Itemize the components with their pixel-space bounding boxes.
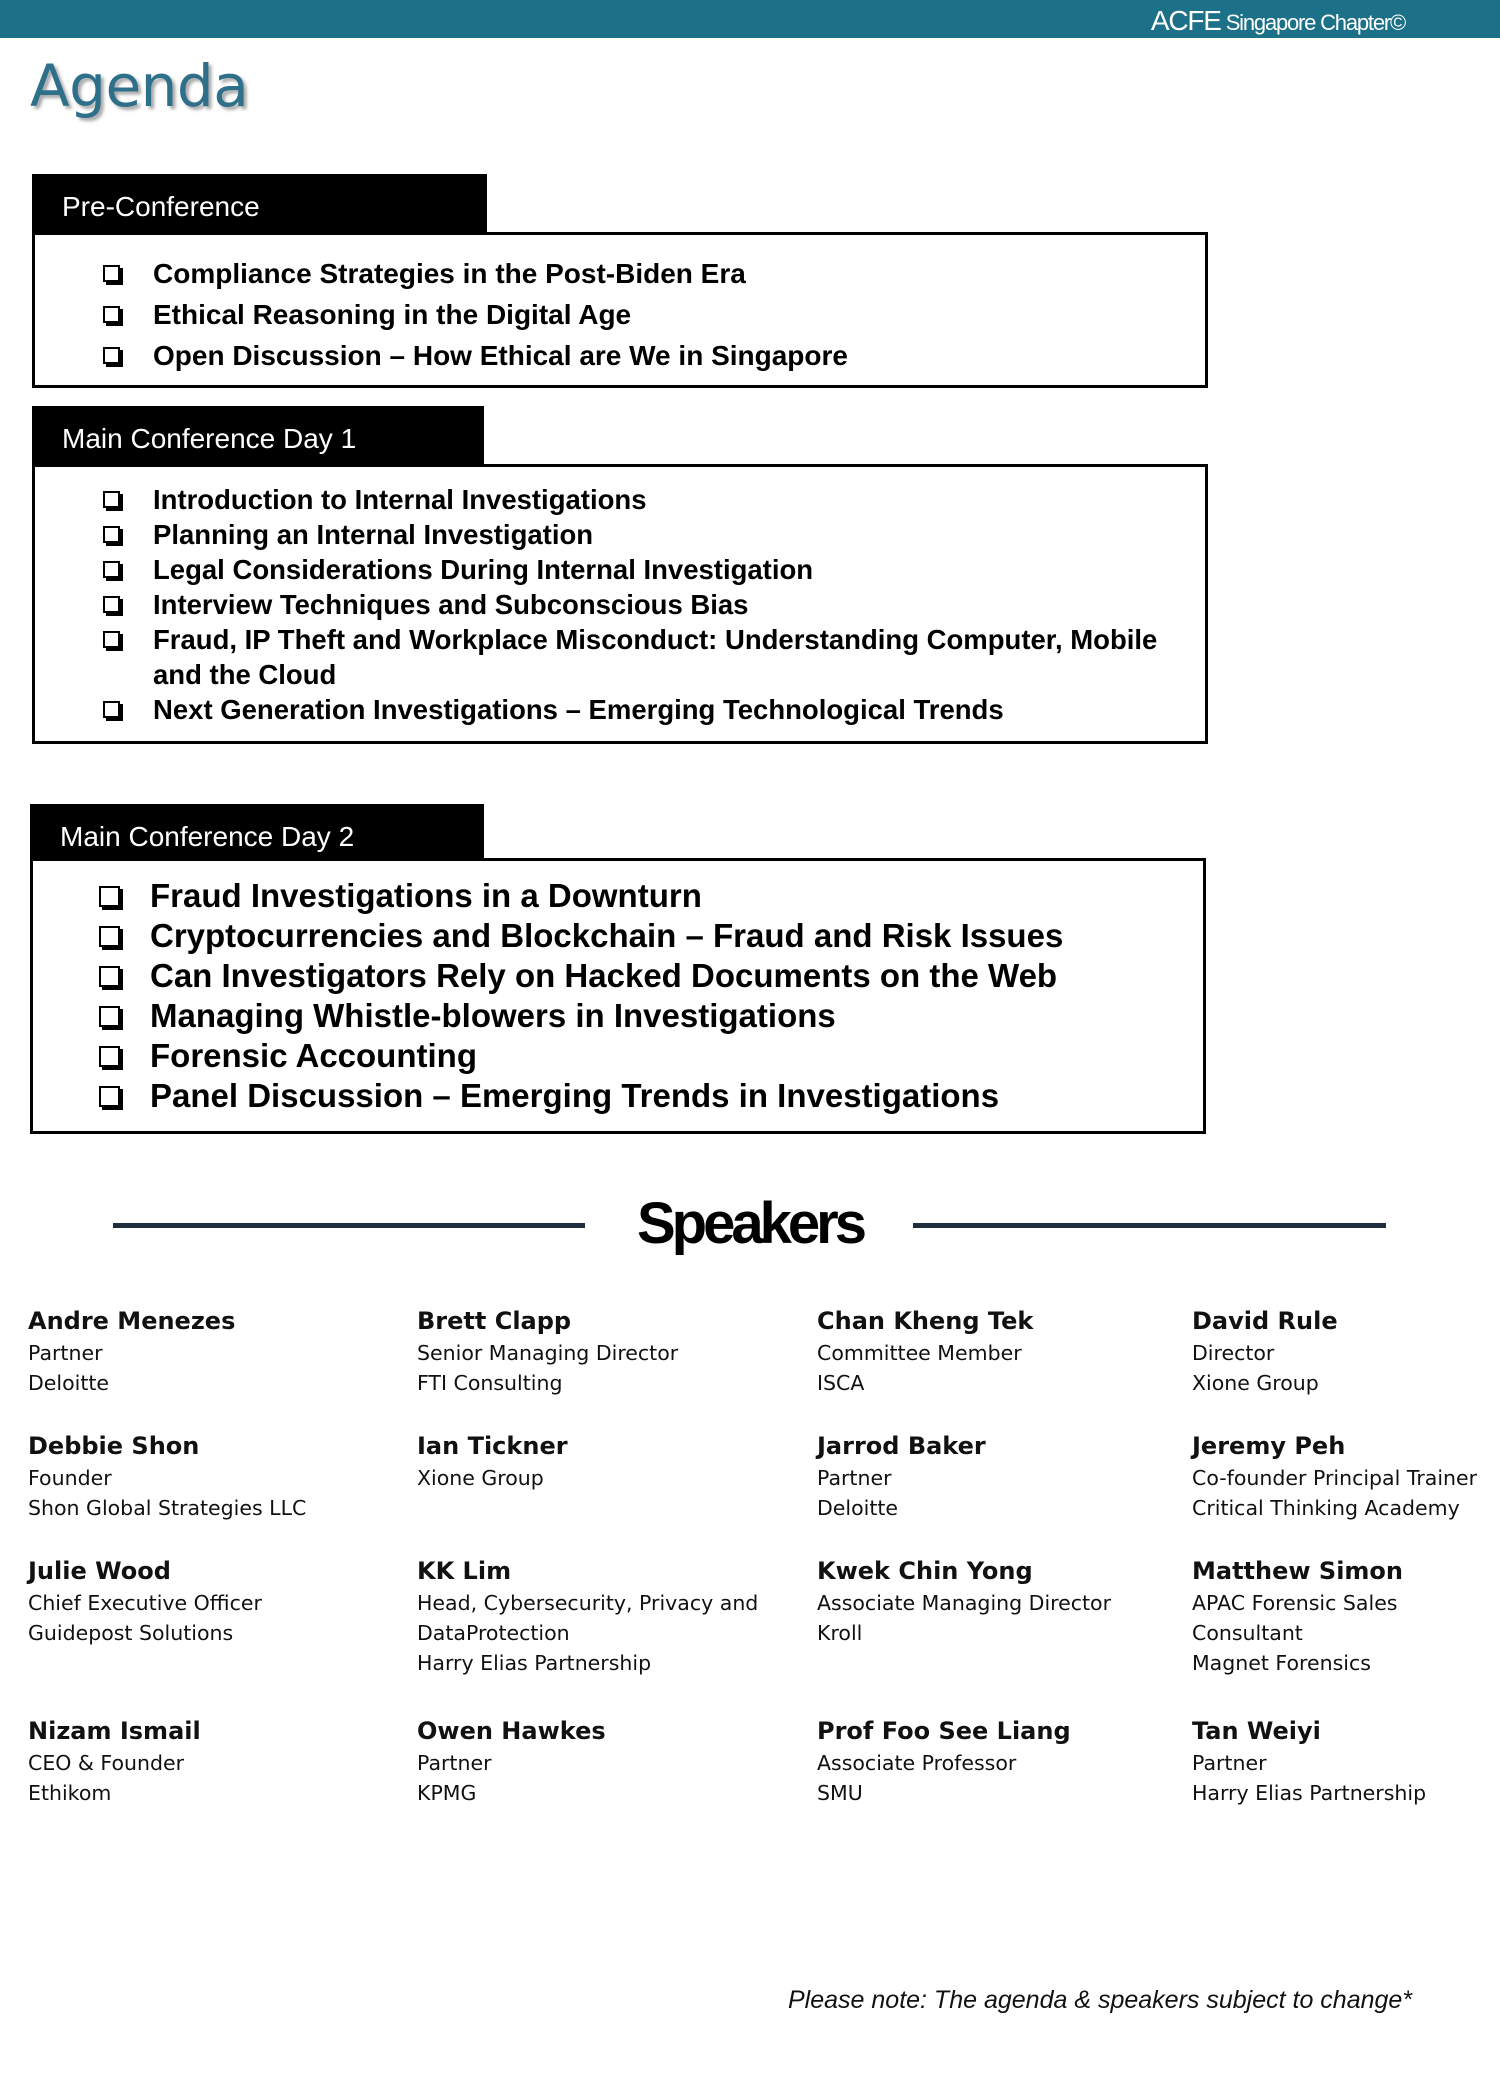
agenda-item bbox=[65, 876, 1203, 916]
agenda-item bbox=[67, 294, 1205, 335]
section-box-day-1 bbox=[32, 464, 1208, 744]
speaker-detail: DataProtection bbox=[417, 1621, 570, 1645]
agenda-item-text: Ethical Reasoning in the Digital Age bbox=[153, 299, 632, 330]
speaker-detail: Harry Elias Partnership bbox=[1192, 1781, 1427, 1805]
speaker-name: Jarrod Baker bbox=[817, 1432, 986, 1460]
agenda-item-text: Planning an Internal Investigation bbox=[153, 519, 594, 550]
checkbox-icon bbox=[99, 886, 120, 907]
speaker-detail: Committee Member bbox=[817, 1341, 1022, 1365]
speaker-detail: Guidepost Solutions bbox=[28, 1621, 234, 1645]
speaker-name: Chan Kheng Tek bbox=[817, 1307, 1034, 1335]
agenda-item-text: Managing Whistle-blowers in Investigations bbox=[150, 997, 836, 1034]
speaker-detail: Shon Global Strategies LLC bbox=[28, 1496, 307, 1520]
agenda-item bbox=[65, 956, 1203, 996]
speaker-detail: Partner bbox=[417, 1751, 492, 1775]
speaker-detail: Associate Professor bbox=[817, 1751, 1017, 1775]
agenda-item-text: Panel Discussion – Emerging Trends in Investigations bbox=[150, 1077, 1000, 1114]
speaker-card bbox=[28, 1555, 262, 1648]
speaker-name: Tan Weiyi bbox=[1192, 1717, 1321, 1745]
agenda-item-text: Fraud, IP Theft and Workplace Misconduct: Understanding Computer, Mobile and the Cloud bbox=[153, 624, 1158, 690]
speaker-detail: Magnet Forensics bbox=[1192, 1651, 1371, 1675]
checkbox-icon bbox=[103, 491, 120, 508]
agenda-item bbox=[67, 253, 1205, 294]
speaker-card bbox=[817, 1430, 986, 1523]
checkbox-icon bbox=[103, 631, 120, 648]
speaker-card bbox=[417, 1305, 678, 1398]
checkbox-icon bbox=[103, 561, 120, 578]
section-label-day-1: Main Conference Day 1 bbox=[32, 406, 484, 464]
agenda-item bbox=[67, 335, 1205, 376]
speaker-card bbox=[417, 1430, 568, 1493]
section-box-day-2 bbox=[30, 858, 1206, 1134]
disclaimer-note: Please note: The agenda & speakers subject to change* bbox=[788, 1986, 1413, 2014]
speaker-detail: Xione Group bbox=[1192, 1371, 1319, 1395]
speaker-card bbox=[417, 1715, 606, 1808]
speaker-name: Matthew Simon bbox=[1192, 1557, 1404, 1585]
speaker-detail: Ethikom bbox=[28, 1781, 112, 1805]
speaker-detail: Deloitte bbox=[28, 1371, 110, 1395]
speaker-name: Brett Clapp bbox=[417, 1307, 572, 1335]
agenda-item bbox=[65, 996, 1203, 1036]
agenda-list-pre-conference bbox=[67, 253, 1205, 376]
speaker-detail: Partner bbox=[1192, 1751, 1267, 1775]
speaker-card bbox=[1192, 1430, 1477, 1523]
header-bar bbox=[0, 0, 1500, 38]
checkbox-icon bbox=[99, 1006, 120, 1027]
checkbox-icon bbox=[103, 596, 120, 613]
speaker-detail: Chief Executive Officer bbox=[28, 1591, 262, 1615]
agenda-item-text: Open Discussion – How Ethical are We in Singapore bbox=[153, 340, 848, 371]
page-title: Agenda bbox=[30, 52, 249, 120]
speaker-card bbox=[28, 1305, 235, 1398]
section-box-pre-conference bbox=[32, 232, 1208, 388]
speaker-detail: Partner bbox=[817, 1466, 892, 1490]
agenda-item bbox=[65, 1036, 1203, 1076]
agenda-item-text: Fraud Investigations in a Downturn bbox=[150, 877, 702, 914]
speaker-name: KK Lim bbox=[417, 1557, 512, 1585]
agenda-item bbox=[65, 1076, 1203, 1116]
brand-chapter: Singapore Chapter© bbox=[1220, 10, 1405, 35]
agenda-item bbox=[67, 517, 1205, 552]
speaker-name: Andre Menezes bbox=[28, 1307, 236, 1335]
speaker-detail: Co-founder Principal Trainer bbox=[1192, 1466, 1478, 1490]
agenda-item-text: Compliance Strategies in the Post-Biden Era bbox=[153, 258, 746, 289]
agenda-item bbox=[67, 552, 1205, 587]
agenda-item bbox=[67, 692, 1205, 727]
brand-acfe: ACFE bbox=[1150, 5, 1221, 36]
checkbox-icon bbox=[103, 265, 120, 282]
section-label-pre-conference: Pre-Conference bbox=[32, 174, 487, 232]
speaker-card bbox=[417, 1555, 758, 1678]
speaker-detail: Head, Cybersecurity, Privacy and bbox=[417, 1591, 759, 1615]
speaker-detail: APAC Forensic Sales bbox=[1192, 1591, 1398, 1615]
speaker-detail: Senior Managing Director bbox=[417, 1341, 679, 1365]
checkbox-icon bbox=[99, 966, 120, 987]
checkbox-icon bbox=[103, 306, 120, 323]
agenda-item-text: Can Investigators Rely on Hacked Documents on the Web bbox=[150, 957, 1058, 994]
checkbox-icon bbox=[103, 347, 120, 364]
speaker-detail: KPMG bbox=[417, 1781, 477, 1805]
agenda-item-text: Legal Considerations During Internal Investigation bbox=[153, 554, 814, 585]
checkbox-icon bbox=[99, 1046, 120, 1067]
speaker-card bbox=[817, 1305, 1033, 1398]
agenda-item-text: Interview Techniques and Subconscious Bias bbox=[153, 589, 749, 620]
speaker-card bbox=[1192, 1305, 1338, 1398]
speakers-rule-right bbox=[913, 1223, 1386, 1228]
speaker-detail: SMU bbox=[817, 1781, 863, 1805]
agenda-item-text: Forensic Accounting bbox=[150, 1037, 477, 1074]
checkbox-icon bbox=[99, 1086, 120, 1107]
agenda-list-day-2 bbox=[65, 876, 1203, 1116]
checkbox-icon bbox=[99, 926, 120, 947]
agenda-item bbox=[67, 622, 1205, 692]
speaker-detail: FTI Consulting bbox=[417, 1371, 563, 1395]
speaker-name: Julie Wood bbox=[28, 1557, 171, 1585]
speaker-detail: Xione Group bbox=[417, 1466, 544, 1490]
speaker-detail: Director bbox=[1192, 1341, 1275, 1365]
speaker-name: Nizam Ismail bbox=[28, 1717, 201, 1745]
speaker-name: Ian Tickner bbox=[417, 1432, 568, 1460]
speaker-card bbox=[28, 1430, 306, 1523]
speaker-name: Owen Hawkes bbox=[417, 1717, 606, 1745]
speaker-name: Debbie Shon bbox=[28, 1432, 200, 1460]
speaker-detail: Founder bbox=[28, 1466, 112, 1490]
chapter-brand bbox=[1151, 5, 1405, 37]
speaker-detail: Critical Thinking Academy bbox=[1192, 1496, 1460, 1520]
section-label-day-2: Main Conference Day 2 bbox=[30, 804, 484, 862]
speaker-detail: Partner bbox=[28, 1341, 103, 1365]
checkbox-icon bbox=[103, 701, 120, 718]
speaker-detail: Kroll bbox=[817, 1621, 863, 1645]
agenda-item-text: Next Generation Investigations – Emerging Technological Trends bbox=[153, 694, 1004, 725]
speaker-card bbox=[817, 1555, 1111, 1648]
agenda-item bbox=[65, 916, 1203, 956]
speaker-detail: Harry Elias Partnership bbox=[417, 1651, 652, 1675]
speaker-detail: ISCA bbox=[817, 1371, 865, 1395]
speaker-name: Jeremy Peh bbox=[1192, 1432, 1346, 1460]
speaker-card bbox=[817, 1715, 1071, 1808]
speaker-card bbox=[1192, 1715, 1426, 1808]
speaker-detail: Consultant bbox=[1192, 1621, 1303, 1645]
speaker-name: David Rule bbox=[1192, 1307, 1338, 1335]
speakers-heading: Speakers bbox=[637, 1191, 863, 1256]
speaker-card bbox=[28, 1715, 201, 1808]
speaker-name: Kwek Chin Yong bbox=[817, 1557, 1033, 1585]
agenda-item bbox=[67, 482, 1205, 517]
speaker-detail: Deloitte bbox=[817, 1496, 899, 1520]
agenda-item-text: Cryptocurrencies and Blockchain – Fraud and Risk Issues bbox=[150, 917, 1064, 954]
agenda-list-day-1 bbox=[67, 482, 1205, 727]
checkbox-icon bbox=[103, 526, 120, 543]
agenda-item-text: Introduction to Internal Investigations bbox=[153, 484, 647, 515]
speaker-card bbox=[1192, 1555, 1403, 1678]
agenda-item bbox=[67, 587, 1205, 622]
speaker-name: Prof Foo See Liang bbox=[817, 1717, 1071, 1745]
speaker-detail: CEO & Founder bbox=[28, 1751, 185, 1775]
speaker-detail: Associate Managing Director bbox=[817, 1591, 1112, 1615]
